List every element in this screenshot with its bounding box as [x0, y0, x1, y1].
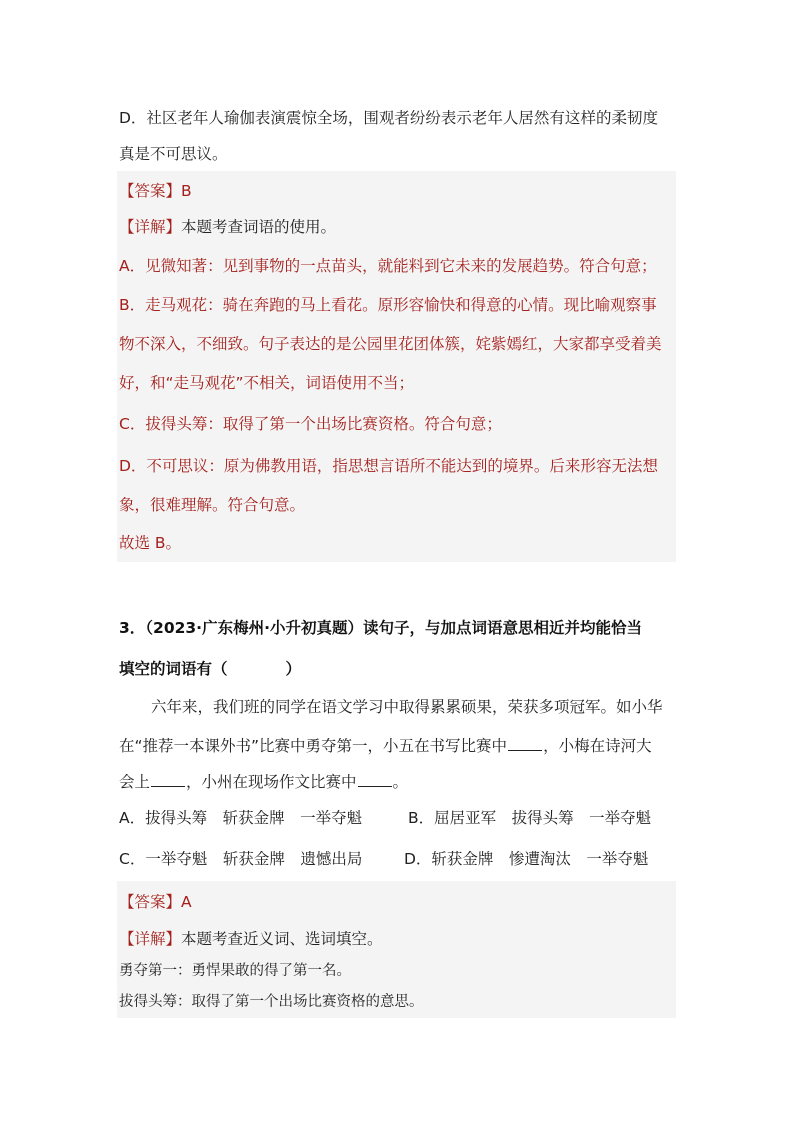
q3-title-after: ）	[285, 660, 302, 678]
q3-option-b: B．屈居亚军 拔得头筹 一举夺魁	[408, 809, 652, 827]
blank-2	[151, 772, 185, 787]
q3-passage-line1: 六年来，我们班的同学在语文学习中取得累累硕果，荣获多项冠军。如小华	[151, 698, 663, 716]
q3-p2-a: 在“推荐一本课外书”比赛中勇夺第一，小五在书写比赛中	[119, 737, 508, 755]
q3-title-line2	[119, 659, 301, 679]
q2-explain-a: A．见微知著：见到事物的一点苗头，就能料到它未来的发展趋势。符合句意；	[119, 257, 657, 275]
q2-answer	[119, 181, 192, 201]
q3-option-c: C．一举夺魁 斩获金牌 遗憾出局	[119, 850, 363, 868]
q2-explain-b3: 好，和“走马观花”不相关，词语使用不当；	[119, 374, 415, 392]
q2-explain-d1: D．不可思议：原为佛教用语，指思想言语所不能达到的境界。后来形容无法想	[119, 457, 658, 475]
detail-intro: 本题考查近义词、选词填空。	[181, 930, 383, 948]
q3-p3-c: 。	[392, 773, 409, 791]
q3-detail	[119, 929, 383, 949]
q2-explain-b2: 物不深入，不细致。句子表达的是公园里花团体簇，姹紫嫣红，大家都享受着美	[119, 335, 662, 353]
q2-conclusion: 故选 B。	[119, 534, 182, 552]
q3-p3-b: ，小州在现场作文比赛中	[186, 773, 357, 791]
q3-option-a: A．拔得头筹 斩获金牌 一举夺魁	[119, 809, 363, 827]
q3-p3-a: 会上	[119, 773, 151, 791]
q2-option-d-line2: 真是不可思议。	[119, 145, 228, 163]
blank-3	[358, 772, 392, 787]
q2-option-d-line1: D．社区老年人瑜伽表演震惊全场，围观者纷纷表示老年人居然有这样的柔韧度	[119, 109, 658, 127]
q3-p2-b: ，小梅在诗河大	[543, 737, 652, 755]
q3-detail-line1: 勇夺第一：勇悍果敢的得了第一名。	[119, 963, 351, 979]
blank-1	[508, 736, 542, 751]
q3-title-line1: 3．（2023·广东梅州·小升初真题）读句子，与加点词语意思相近并均能恰当	[119, 619, 642, 637]
q3-answer	[119, 892, 192, 912]
q3-detail-line2: 拔得头筹：取得了第一个出场比赛资格的意思。	[119, 994, 424, 1010]
detail-label: 【详解】	[119, 930, 182, 948]
answer-label: 【答案】	[119, 893, 182, 911]
answer-value: A	[181, 893, 192, 911]
q2-explain-d2: 象，很难理解。符合句意。	[119, 496, 306, 514]
answer-label: 【答案】	[119, 182, 182, 200]
q2-explain-c: C．拔得头筹：取得了第一个出场比赛资格。符合句意；	[119, 415, 502, 433]
q2-explain-b1: B．走马观花：骑在奔跑的马上看花。原形容愉快和得意的心情。现比喻观察事	[119, 296, 657, 314]
answer-value: B	[181, 182, 192, 200]
detail-intro: 本题考查词语的使用。	[181, 218, 337, 236]
q3-title-before: 填空的词语有（	[119, 660, 228, 678]
q3-passage-line2	[119, 736, 652, 756]
q2-detail	[119, 217, 336, 237]
detail-label: 【详解】	[119, 218, 182, 236]
q3-passage-line3	[119, 772, 408, 792]
q3-option-d: D．斩获金牌 惨遭淘汰 一举夺魁	[404, 850, 649, 868]
